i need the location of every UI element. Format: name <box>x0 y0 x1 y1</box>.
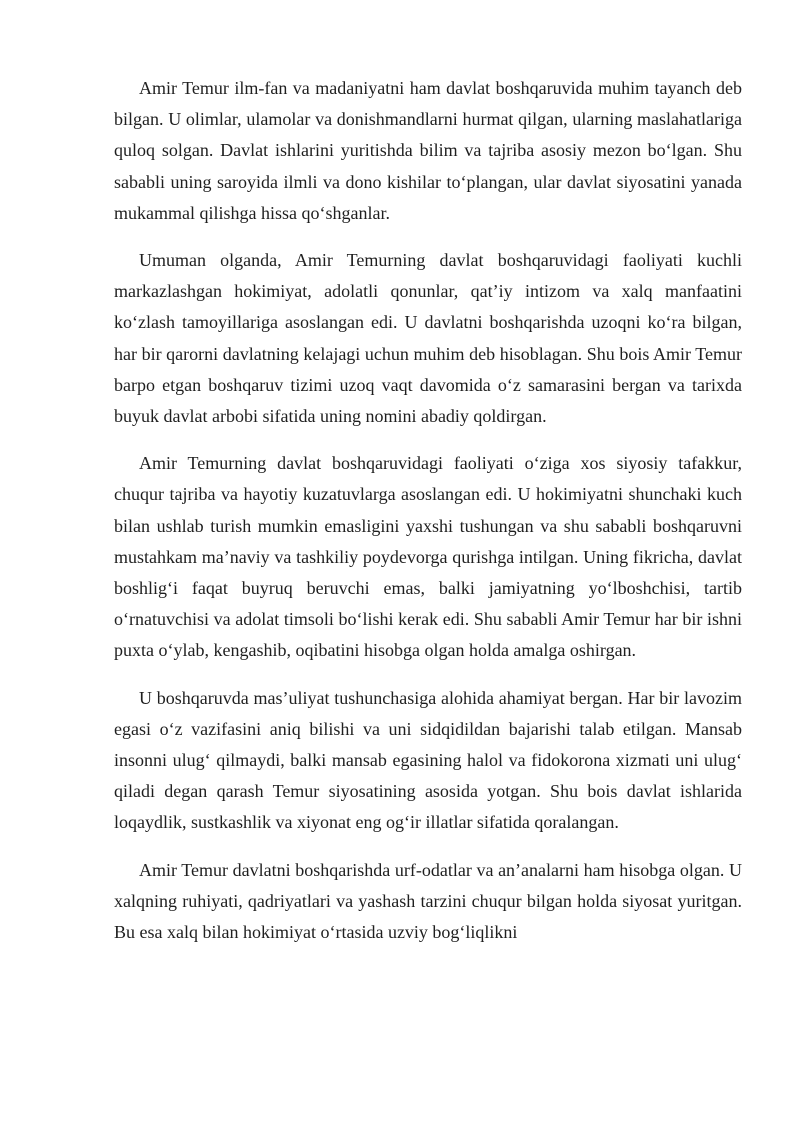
paragraph: U boshqaruvda mas’uliyat tushunchasiga alohida ahamiyat bergan. Har bir lavozim egasi o‘z vazifasini aniq bilishi va uni sidqidildan bajarishi talab etilgan. Mansab insonni ulug‘ qilmaydi, balki mansab egasining halol va fidokorona xizmati uni ulug‘ qiladi degan qarash Temur siyosatining asosida yotgan. Shu bois davlat ishlarida loqaydlik, sustkashlik va xiyonat eng og‘ir illatlar sifatida qoralangan. <box>114 687 742 833</box>
paragraph: Umuman olganda, Amir Temurning davlat boshqaruvidagi faoliyati kuchli markazlashgan hokimiyat, adolatli qonunlar, qat’iy intizom va xalq manfaatini ko‘zlash tamoyillariga asoslangan edi. U davlatni boshqarishda uzoqni ko‘ra bilgan, har bir qarorni davlatning kelajagi uchun muhim deb hisoblagan. Shu bois Amir Temur barpo etgan boshqaruv tizimi uzoq vaqt davomida o‘z samarasini bergan va tarixda buyuk davlat arbobi sifatida uning nomini abadiy qoldirgan. <box>114 250 742 427</box>
paragraph: Amir Temur davlatni boshqarishda urf-odatlar va an’analarni ham hisobga olgan. U xalqning ruhiyati, qadriyatlari va yashash tarzini chuqur bilgan holda siyosat yuritgan. Bu esa xalq bilan hokimiyat o‘rtasida uzviy bog‘liqlikni <box>114 859 742 943</box>
paragraph: Amir Temurning davlat boshqaruvidagi faoliyati o‘ziga xos siyosiy tafakkur, chuqur tajriba va hayotiy kuzatuvlarga asoslangan edi. U hokimiyatni shunchaki kuch bilan ushlab turish mumkin emasligini yaxshi tushungan va shu sababli boshqaruvni mustahkam ma’naviy va tashkiliy poydevorga qurishga intilgan. Uning fikricha, davlat boshlig‘i faqat buyruq beruvchi emas, balki jamiyatning yo‘lboshchisi, tartib o‘rnatuvchisi va adolat timsoli bo‘lishi kerak edi. Shu sababli Amir Temur har bir ishni puxta o‘ylab, kengashib, oqibatini hisobga olgan holda amalga oshirgan. <box>114 453 742 661</box>
document-body <box>114 73 742 948</box>
paragraph: Amir Temur ilm-fan va madaniyatni ham davlat boshqaruvida muhim tayanch deb bilgan. U olimlar, ulamolar va donishmandlarni hurmat qilgan, ularning maslahatlariga quloq solgan. Davlat ishlarini yuritishda bilim va tajriba asosiy mezon bo‘lgan. Shu sababli uning saroyida ilmli va dono kishilar to‘plangan, ular davlat siyosatini yanada mukammal qilishga hissa qo‘shganlar. <box>114 78 742 223</box>
